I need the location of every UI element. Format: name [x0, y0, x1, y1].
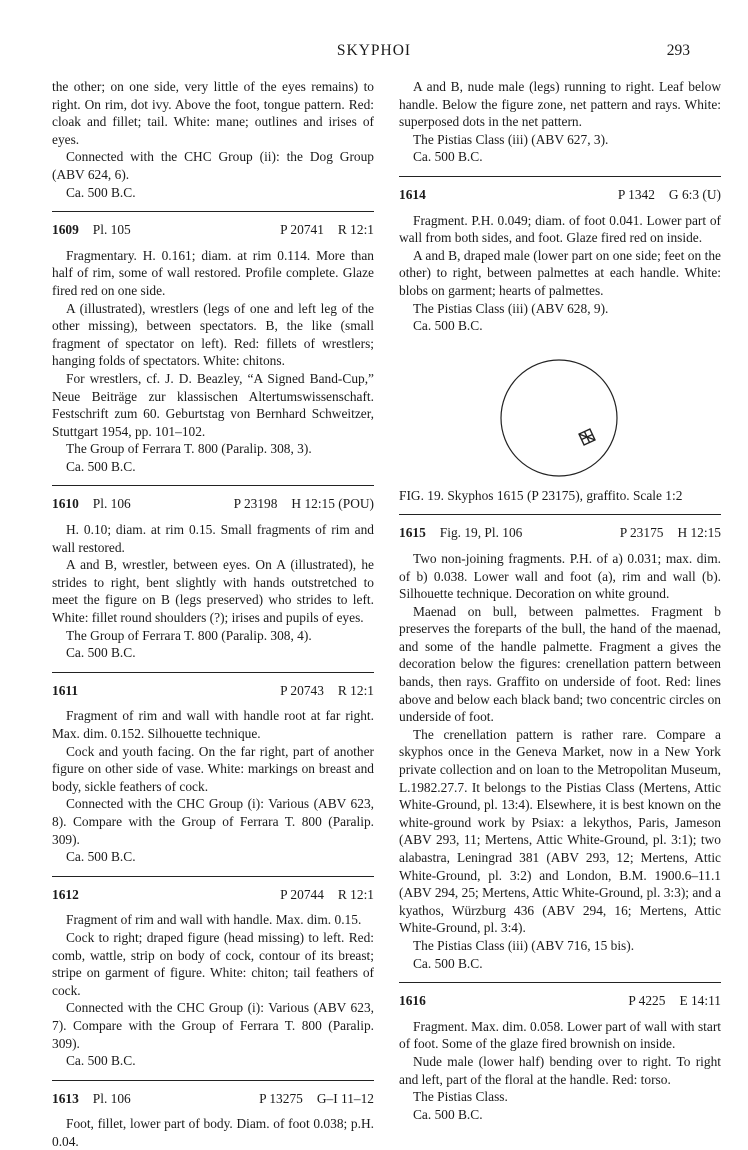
left-column: [52, 78, 374, 1150]
deposit-location: H 12:15 (POU): [291, 496, 374, 512]
entry-header-1613: [52, 1080, 374, 1108]
inventory-number: P 20744: [280, 886, 324, 902]
inventory-number: P 13275: [259, 1090, 303, 1106]
paragraph: Two non-joining fragments. P.H. of a) 0.031; max. dim. of b) 0.038. Lower wall and foot (a), rim and wall (b). Silhouette technique. Decoration on white ground.: [399, 550, 721, 602]
deposit-location: G 6:3 (U): [668, 186, 721, 202]
inventory-number: P 4225: [628, 993, 666, 1009]
deposit-location: R 12:1: [337, 682, 374, 698]
figure-19: [399, 335, 721, 485]
entry-number: 1614: [399, 186, 426, 202]
paragraph: Cock to right; draped figure (head missing) to left. Red: comb, wattle, strip on body of cock, contour of its breast; stripe on garment of figure. White: chiton; tail feathers of cock.: [52, 929, 374, 998]
entry-number: 1610: [52, 496, 79, 512]
entry-header-1614: [399, 176, 721, 204]
paragraph: Connected with the CHC Group (i): Various (ABV 623, 7). Compare with the Group of Ferrara T. 800 (Paralip. 309).: [52, 1000, 374, 1051]
entry-number: 1616: [399, 993, 426, 1009]
inventory-number: P 23198: [233, 496, 278, 512]
plate-ref: Pl. 105: [92, 222, 131, 238]
deposit-location: R 12:1: [337, 886, 374, 902]
paragraph: The Pistias Class (iii) (ABV 628, 9).: [413, 300, 609, 316]
entry-header-1610: [52, 485, 374, 513]
paragraph: The Pistias Class (iii) (ABV 716, 15 bis).: [413, 937, 635, 953]
paragraph: The crenellation pattern is rather rare. Compare a skyphos once in the Geneva Market, now in a New York private collection and on loan to the Metropolitan Museum, L.1982.27.7. It belongs to the Pistias Class (Mertens, Attic White-Ground, pl. 13:4). Elsewhere, it is best known on the white-ground work by Psiax: a lekythos, Paris, Jameson (ABV 293, 11; Mertens, Attic White-Ground, pl. 3:1); two alabastra, Leningrad 381 (ABV 293, 12; Mertens, Attic White-Ground, pl. 3:2) and London, B.M. 1900.6–11.1 (ABV 294, 25; Mertens, Attic White-Ground, pl. 3:3); and a kyathos, Würzburg 436 (ABV 294, 16; Mertens, Attic White-Ground, pl. 3:4).: [399, 726, 721, 936]
inventory-number: P 20743: [280, 682, 324, 698]
date-line: Ca. 500 B.C.: [66, 645, 136, 661]
page-title: SKYPHOI: [336, 42, 412, 59]
entry-number: 1615: [399, 525, 426, 541]
date-line: Ca. 500 B.C.: [66, 1053, 136, 1069]
page-number: 293: [666, 42, 690, 59]
paragraph: the other; on one side, very little of the eyes remains) to right. On rim, dot ivy. Above the foot, tongue pattern. Red: cloak and fillet; tail. White: mane; outlines and irises of eyes.: [52, 79, 374, 147]
entry-number: 1609: [52, 222, 79, 238]
paragraph: The Group of Ferrara T. 800 (Paralip. 308, 4).: [66, 627, 312, 643]
entry-header-1616: [399, 982, 721, 1010]
inventory-number: P 23175: [619, 525, 664, 541]
paragraph: The Pistias Class (iii) (ABV 627, 3).: [413, 131, 609, 147]
entry-number: 1612: [52, 886, 79, 902]
date-line: Ca. 500 B.C.: [66, 458, 136, 474]
date-line: Ca. 500 B.C.: [413, 1106, 483, 1122]
date-line: Ca. 500 B.C.: [66, 184, 136, 200]
paragraph: The Pistias Class.: [413, 1089, 508, 1105]
plate-ref: Pl. 106: [92, 496, 131, 512]
paragraph: Connected with the CHC Group (i): Various (ABV 623, 8). Compare with the Group of Ferrara T. 800 (Paralip. 309).: [52, 796, 374, 847]
entry-number: 1613: [52, 1090, 79, 1106]
paragraph: Fragment of rim and wall with handle. Max. dim. 0.15.: [66, 912, 362, 928]
paragraph: H. 0.10; diam. at rim 0.15. Small fragments of rim and wall restored.: [52, 522, 374, 555]
inventory-number: P 1342: [617, 186, 655, 202]
deposit-location: G–I 11–12: [316, 1090, 374, 1106]
date-line: Ca. 500 B.C.: [413, 318, 483, 334]
paragraph: Fragment. Max. dim. 0.058. Lower part of wall with start of foot. Some of the glaze fired brownish on inside.: [399, 1018, 721, 1052]
paragraph: A and B, wrestler, between eyes. On A (illustrated), he strides to right, bent slightly with hands outstretched to meet the figure on B (legs preserved) who strides to left. White: fillet round shoulders (?); irises and pupils of eyes.: [52, 557, 374, 626]
graffito-drawing: [494, 353, 624, 483]
plate-ref: Pl. 106: [92, 1090, 131, 1106]
paragraph: A and B, nude male (legs) running to right. Leaf below handle. Below the figure zone, net pattern and rays. White: superposed dots in the net pattern.: [399, 79, 721, 130]
running-header: [0, 42, 748, 62]
paragraph: The Group of Ferrara T. 800 (Paralip. 308, 3).: [66, 441, 312, 457]
paragraph: A (illustrated), wrestlers (legs of one and left leg of the other missing), between spectators. B, the like (small fragment of spectator on left). Red: fillets of wrestlers; hanging folds of spectators. White: chitons.: [52, 300, 374, 369]
paragraph: Fragment. P.H. 0.049; diam. of foot 0.041. Lower part of wall from both sides, and foot. Glaze fired red on inside.: [399, 212, 721, 246]
figure-caption: FIG. 19. Skyphos 1615 (P 23175), graffito. Scale 1:2: [399, 487, 683, 503]
paragraph: Cock and youth facing. On the far right, part of another figure on other side of vase. White: markings on breast and body, sickle feathers of cock.: [52, 743, 374, 794]
paragraph: A and B, draped male (lower part on one side; feet on the other) to right, between palmettes at each handle. White: blobs on garment; hearts of palmettes.: [399, 247, 721, 298]
deposit-location: E 14:11: [679, 993, 721, 1009]
entry-header-1615: [399, 514, 721, 542]
paragraph: Fragment of rim and wall with handle root at far right. Max. dim. 0.152. Silhouette technique.: [52, 708, 374, 741]
entry-number: 1611: [52, 682, 79, 698]
date-line: Ca. 500 B.C.: [413, 149, 483, 165]
paragraph: Nude male (lower half) bending over to right. To right and left, part of the floral at the handle. Red: torso.: [399, 1053, 721, 1087]
inventory-number: P 20741: [280, 222, 324, 238]
deposit-location: H 12:15: [677, 525, 721, 541]
paragraph: Foot, fillet, lower part of body. Diam. of foot 0.038; p.H. 0.04.: [52, 1116, 374, 1149]
date-line: Ca. 500 B.C.: [413, 955, 483, 971]
paragraph: Connected with the CHC Group (ii): the Dog Group (ABV 624, 6).: [52, 149, 374, 182]
deposit-location: R 12:1: [337, 222, 374, 238]
paragraph: Maenad on bull, between palmettes. Fragment b preserves the foreparts of the bull, the hand of the maenad, and some of the handle palmette. Fragment a gives the decoration below the figures: crenellation pattern between bands, then rays. Graffito on underside of foot. Red: lines above and below each black band; two concentric circles on underside of foot.: [399, 603, 721, 725]
entry-header-1612: [52, 876, 374, 904]
date-line: Ca. 500 B.C.: [66, 849, 136, 865]
paragraph: Fragmentary. H. 0.161; diam. at rim 0.114. More than half of rim, some of wall restored. Profile complete. Glaze fired red on one side.: [52, 247, 374, 298]
plate-ref: Fig. 19, Pl. 106: [439, 525, 523, 541]
entry-header-1609: [52, 211, 374, 239]
entry-header-1611: [52, 672, 374, 700]
paragraph: For wrestlers, cf. J. D. Beazley, “A Signed Band-Cup,” Neue Beiträge zur klassischen Altertumswissenschaft. Festschrift zum 60. Geburtstag von Bernhard Schweitzer, Stuttgart 1954, pp. 101–102.: [52, 370, 374, 439]
right-column: [399, 78, 721, 1123]
